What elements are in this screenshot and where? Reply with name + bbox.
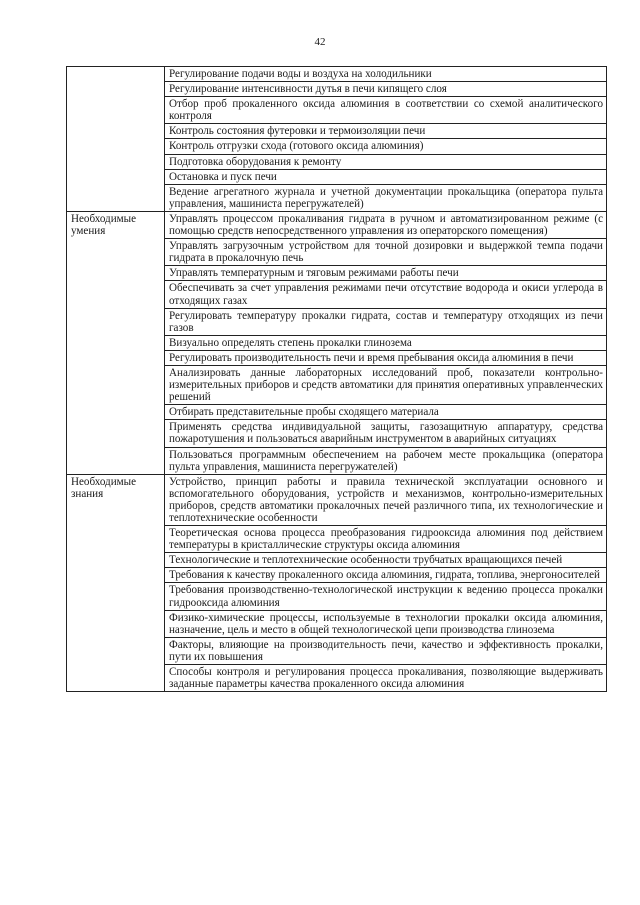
table-row [67, 474, 607, 525]
section-label: Необходимые умения [67, 211, 165, 474]
requirement-item: Управлять температурным и тяговым режимами работы печи [165, 266, 607, 281]
requirement-item: Управлять загрузочным устройством для точной дозировки и выдержкой темпа подачи гидрата в прокалочную печь [165, 239, 607, 266]
requirement-item: Визуально определять степень прокалки глинозема [165, 335, 607, 350]
requirement-item: Требования к качеству прокаленного оксида алюминия, гидрата, топлива, энергоносителей [165, 568, 607, 583]
requirement-item: Технологические и теплотехнические особенности трубчатых вращающихся печей [165, 553, 607, 568]
requirement-item: Контроль состояния футеровки и термоизоляции печи [165, 124, 607, 139]
requirement-item: Контроль отгрузки схода (готового оксида алюминия) [165, 139, 607, 154]
requirement-item: Регулировать производительность печи и время пребывания оксида алюминия в печи [165, 350, 607, 365]
requirement-item: Требования производственно-технологической инструкции к ведению процесса прокалки гидрооксида алюминия [165, 583, 607, 610]
requirement-item: Анализировать данные лабораторных исследований проб, показатели контрольно-измерительных приборов и средств автоматики для принятия оперативных управленческих решений [165, 365, 607, 404]
requirement-item: Регулировать температуру прокалки гидрата, состав и температуру отходящих из печи газов [165, 308, 607, 335]
requirement-item: Управлять процессом прокаливания гидрата в ручном и автоматизированном режиме (с помощью средств непосредственного управления из операторского помещения) [165, 211, 607, 238]
requirement-item: Факторы, влияющие на производительность печи, качество и эффективность прокалки, пути их повышения [165, 637, 607, 664]
requirement-item: Пользоваться программным обеспечением на рабочем месте прокальщика (оператора пульта управления, машиниста перегружателей) [165, 447, 607, 474]
section-label [67, 67, 165, 212]
table-row [67, 211, 607, 238]
requirement-item: Подготовка оборудования к ремонту [165, 154, 607, 169]
requirement-item: Физико-химические процессы, используемые в технологии прокалки оксида алюминия, назначение, цель и место в общей технологической цепи производства глинозема [165, 610, 607, 637]
requirement-item: Отбирать представительные пробы сходящего материала [165, 405, 607, 420]
requirement-item: Применять средства индивидуальной защиты, газозащитную аппаратуру, средства пожаротушения и пользоваться аварийным инструментом в аварийных ситуациях [165, 420, 607, 447]
page-number: 42 [314, 36, 326, 48]
requirements-table [66, 66, 607, 692]
requirement-item: Отбор проб прокаленного оксида алюминия в соответствии со схемой аналитического контроля [165, 97, 607, 124]
section-label: Необходимые знания [67, 474, 165, 692]
requirement-item: Устройство, принцип работы и правила технической эксплуатации основного и вспомогательного оборудования, устройств и механизмов, контрольно-измерительных приборов, средств автоматики прокалочных печей различного типа, их технологические и теплотехнические особенности [165, 474, 607, 525]
requirement-item: Регулирование подачи воды и воздуха на холодильники [165, 67, 607, 82]
requirement-item: Обеспечивать за счет управления режимами печи отсутствие водорода и окиси углерода в отходящих газах [165, 281, 607, 308]
requirement-item: Теоретическая основа процесса преобразования гидрооксида алюминия под действием температуры в кристаллические структуры оксида алюминия [165, 526, 607, 553]
requirement-item: Регулирование интенсивности дутья в печи кипящего слоя [165, 82, 607, 97]
table-row [67, 67, 607, 82]
requirement-item: Ведение агрегатного журнала и учетной документации прокальщика (оператора пульта управления, машиниста перегружателей) [165, 184, 607, 211]
requirement-item: Остановка и пуск печи [165, 169, 607, 184]
requirement-item: Способы контроля и регулирования процесса прокаливания, позволяющие выдерживать заданные параметры качества прокаленного оксида алюминия [165, 665, 607, 692]
